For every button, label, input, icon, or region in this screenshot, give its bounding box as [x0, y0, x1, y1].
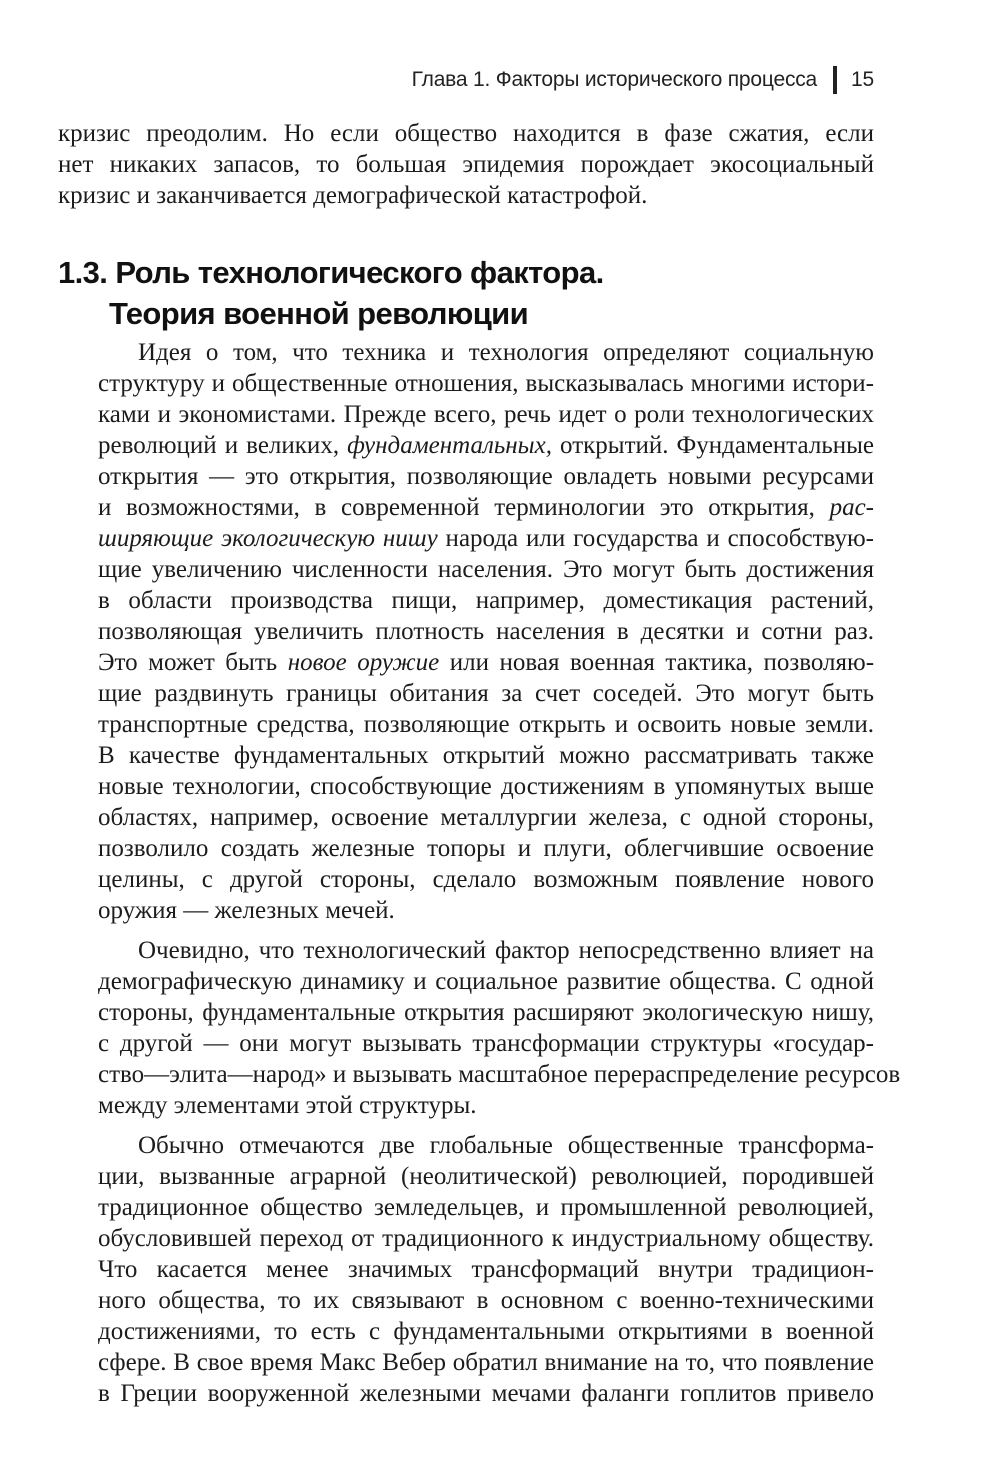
- text-fragment: народа или государства и способствую-: [437, 525, 874, 552]
- page-number: 15: [851, 68, 874, 91]
- text-line: кризис преодолим. Но если общество находится в фазе сжатия, если: [58, 120, 874, 147]
- text-line: Обычно отмечаются две глобальные общественные трансформа-: [138, 1132, 874, 1159]
- text-line: структуру и общественные отношения, высказывалась многими истори-: [98, 370, 874, 397]
- text-line: в Греции вооруженной железными мечами фаланги гоплитов привело: [98, 1380, 874, 1407]
- text-line: новые технологии, способствующие достижениям в упомянутых выше: [98, 773, 874, 800]
- text-line: целины, с другой стороны, сделало возможным появление нового: [98, 866, 874, 893]
- text-line: [58, 523, 874, 554]
- text-line: Идея о том, что техника и технология определяют социальную: [138, 339, 874, 366]
- paragraph-2: [58, 935, 901, 1121]
- text-line: ного общества, то их связывают в основном с военно-техническими: [98, 1287, 874, 1314]
- text-line: [58, 492, 874, 523]
- text-line: с другой — они могут вызывать трансформации структуры «государ-: [98, 1030, 874, 1057]
- text-line: нет никаких запасов, то большая эпидемия порождает экосоциальный: [58, 151, 874, 178]
- text-line: ками и экономистами. Прежде всего, речь идет о роли технологических: [98, 401, 874, 428]
- italic-term: рас-: [829, 494, 874, 521]
- section-body: [58, 337, 901, 1409]
- italic-term: новое оружие: [287, 649, 440, 676]
- text-line: щие увеличению численности населения. Это могут быть достижения: [98, 556, 874, 583]
- text-line: [58, 430, 874, 461]
- text-line: ство—элита—народ» и вызывать масштабное перераспределение ресурсов: [98, 1061, 901, 1088]
- paragraph-3: [58, 1130, 874, 1409]
- text-line: открытия — это открытия, позволяющие овладеть новыми ресурсами: [98, 463, 874, 490]
- text-line: стороны, фундаментальные открытия расширяют экологическую нишу,: [98, 999, 874, 1026]
- text-line: обусловившей переход от традиционного к индустриальному обществу.: [98, 1225, 874, 1252]
- text-line: между элементами этой структуры.: [98, 1092, 477, 1119]
- text-line: Что касается менее значимых трансформаций внутри традицион-: [98, 1256, 874, 1283]
- italic-term: фундаментальных,: [347, 432, 552, 459]
- text-line: позволило создать железные топоры и плуги, облегчившие освоение: [98, 835, 874, 862]
- text-line: Очевидно, что технологический фактор непосредственно влияет на: [138, 937, 874, 964]
- chapter-title: Глава 1. Факторы исторического процесса: [411, 68, 818, 91]
- section-heading-line-2: Теория военной революции: [109, 296, 529, 331]
- text-line: ции, вызванные аграрной (неолитической) революцией, породившей: [98, 1163, 874, 1190]
- section-heading: [58, 252, 898, 334]
- text-line: в области производства пищи, например, доместикация растений,: [98, 587, 874, 614]
- text-line: В качестве фундаментальных открытий можно рассматривать также: [98, 742, 874, 769]
- text-line: демографическую динамику и социальное развитие общества. С одной: [98, 968, 874, 995]
- text-line: традиционное общество земледельцев, и промышленной революцией,: [98, 1194, 874, 1221]
- section-heading-line-1: 1.3. Роль технологического фактора.: [58, 255, 604, 290]
- text-fragment: или новая военная тактика, позволяю-: [439, 649, 875, 676]
- italic-term: ширяющие экологическую нишу: [98, 525, 438, 552]
- text-line: транспортные средства, позволяющие открыть и освоить новые земли.: [98, 711, 874, 738]
- text-fragment: Это может быть: [98, 649, 288, 676]
- text-line: щие раздвинуть границы обитания за счет соседей. Это могут быть: [98, 680, 874, 707]
- running-head: [412, 66, 874, 94]
- text-line: позволяющая увеличить плотность населения в десятки и сотни раз.: [98, 618, 874, 645]
- paragraph-1: [58, 337, 874, 926]
- text-line: кризис и заканчивается демографической катастрофой.: [58, 182, 648, 209]
- running-head-separator: [833, 66, 837, 94]
- text-line: оружия — железных мечей.: [98, 897, 395, 924]
- text-fragment: и возможностями, в современной терминологии это открытия,: [98, 494, 830, 521]
- intro-paragraph: [58, 118, 874, 211]
- text-line: областях, например, освоение металлургии железа, с одной стороны,: [98, 804, 874, 831]
- text-line: сфере. В свое время Макс Вебер обратил внимание на то, что появление: [98, 1349, 874, 1376]
- text-line: достижениями, то есть с фундаментальными открытиями в военной: [98, 1318, 874, 1345]
- text-fragment: революций и великих,: [98, 432, 348, 459]
- text-fragment: открытий. Фундаментальные: [551, 432, 874, 459]
- text-line: [58, 647, 874, 678]
